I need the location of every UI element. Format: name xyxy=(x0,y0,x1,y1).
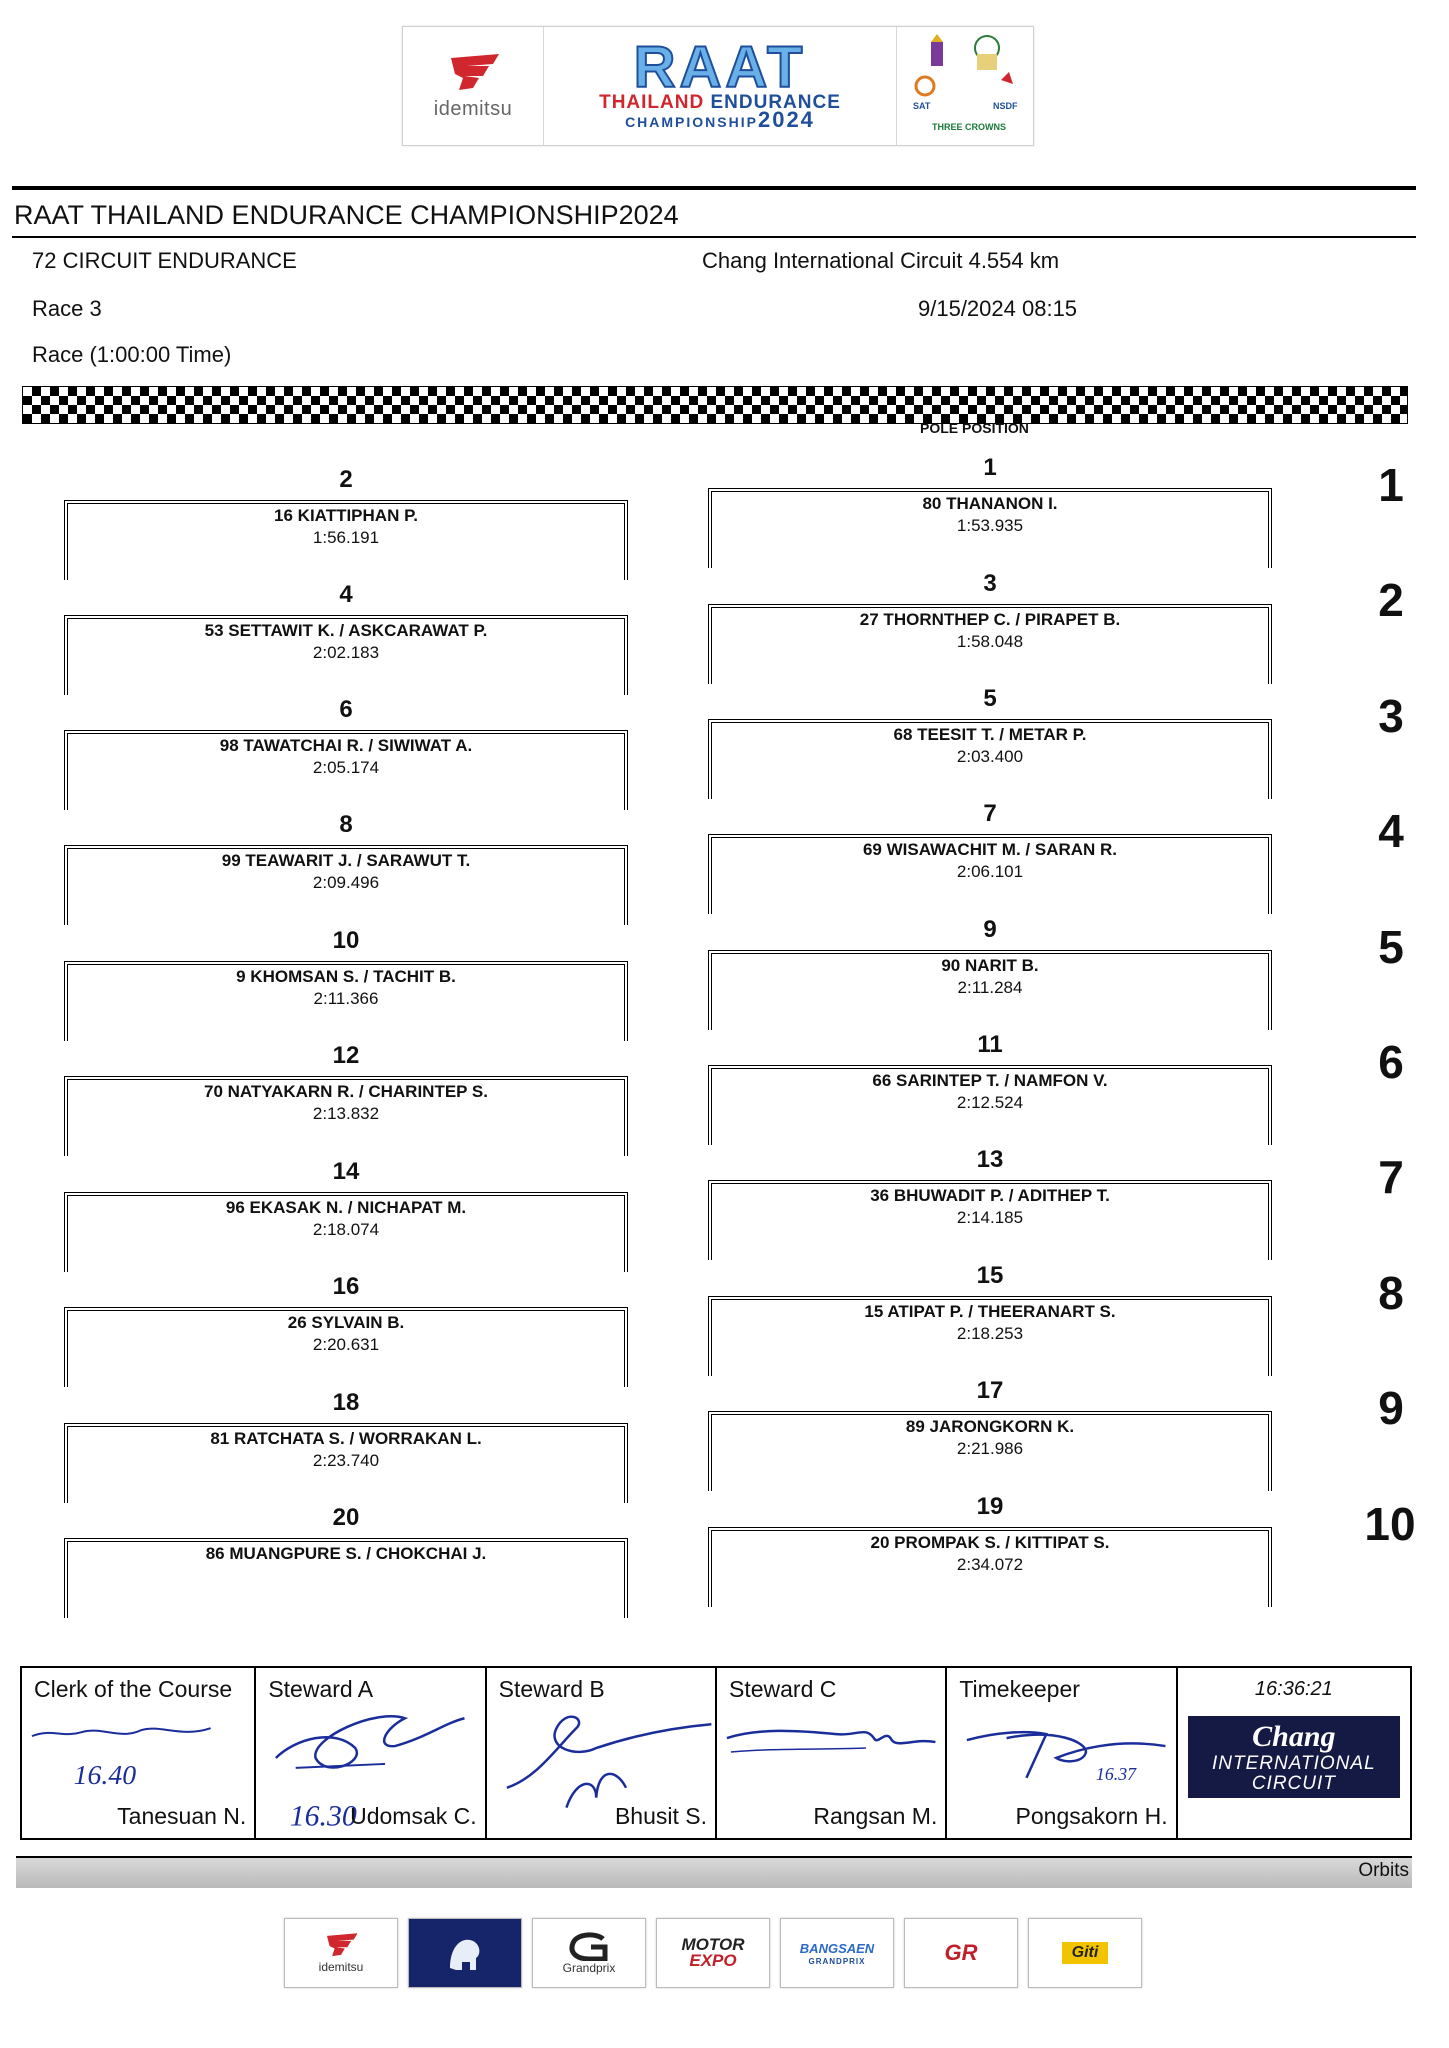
grid-position: 18 xyxy=(332,1389,360,1416)
steward-a-name: Udomsak C. xyxy=(350,1803,477,1829)
grid-slot-right xyxy=(708,1493,1272,1573)
grid-driver: 96 EKASAK N. / NICHAPAT M. xyxy=(225,1198,467,1217)
grid-slot-right xyxy=(708,1031,1272,1111)
grid-slot-right xyxy=(708,1377,1272,1457)
signature-table xyxy=(20,1666,1412,1840)
sponsor-giti-text: Giti xyxy=(1071,1944,1099,1961)
grid-slot-left xyxy=(64,927,628,1007)
grid-lap-time: 1:58.048 xyxy=(956,632,1024,651)
grid-lap-time: 1:56.191 xyxy=(312,528,380,547)
sponsor-expo-text: EXPO xyxy=(689,1951,737,1970)
grid-driver: 98 TAWATCHAI R. / SIWIWAT A. xyxy=(219,736,473,755)
document-title: RAAT THAILAND ENDURANCE CHAMPIONSHIP2024 xyxy=(14,200,679,230)
grid-position: 19 xyxy=(976,1493,1004,1520)
clerk-signature-cell xyxy=(22,1668,256,1838)
grid-row-number: 9 xyxy=(1378,1382,1404,1434)
sponsor-bangsaen-sub: GRANDPRIX xyxy=(808,1956,866,1966)
elephant-emblem-icon xyxy=(440,1928,490,1978)
raat-sub2-a: CHAMPIONSHIP xyxy=(625,114,758,130)
chang-logo-international: INTERNATIONAL xyxy=(1212,1753,1376,1774)
giti-badge xyxy=(1062,1942,1109,1964)
grid-position: 11 xyxy=(977,1031,1003,1058)
sponsor-motor-expo xyxy=(656,1918,770,1988)
steward-b-signature-cell xyxy=(487,1668,717,1838)
grid-row-number: 3 xyxy=(1378,690,1404,742)
grid-slot-left xyxy=(64,1389,628,1469)
timekeeper-name: Pongsakorn H. xyxy=(1015,1803,1168,1829)
grid-row-number: 8 xyxy=(1378,1267,1404,1319)
grid-slot-right xyxy=(708,800,1272,880)
grid-lap-time: 2:23.740 xyxy=(312,1451,380,1470)
steward-b-name: Bhusit S. xyxy=(614,1803,707,1829)
three-crowns-logo-text: THREE CROWNS xyxy=(932,122,1006,132)
grid-position: 9 xyxy=(983,916,997,943)
sponsor-idemitsu xyxy=(284,1918,398,1988)
grid-lap-time: 2:34.072 xyxy=(956,1555,1024,1574)
timekeeper-handwritten-time: 16.37 xyxy=(1096,1763,1137,1784)
sponsor-giti xyxy=(1028,1918,1142,1988)
steward-c-role: Steward C xyxy=(729,1676,837,1702)
race-number: Race 3 xyxy=(32,296,102,321)
timekeeper-role: Timekeeper xyxy=(959,1676,1080,1702)
grid-position: 14 xyxy=(332,1158,360,1185)
pole-position-label: POLE POSITION xyxy=(920,420,1029,436)
sponsor-grandprix xyxy=(532,1918,646,1988)
grid-position: 13 xyxy=(976,1146,1004,1173)
grid-lap-time: 2:20.631 xyxy=(312,1335,380,1354)
grandprix-g-icon xyxy=(567,1931,611,1961)
nsdf-logo-text: NSDF xyxy=(993,101,1018,111)
grid-driver: 66 SARINTEP T. / NAMFON V. xyxy=(872,1071,1108,1090)
grid-driver: 27 THORNTHEP C. / PIRAPET B. xyxy=(859,610,1121,629)
grid-driver: 70 NATYAKARN R. / CHARINTEP S. xyxy=(203,1082,488,1101)
sponsor-bangsaen-text: BANGSAEN xyxy=(799,1940,875,1956)
clerk-name: Tanesuan N. xyxy=(117,1803,247,1829)
grid-row-number: 4 xyxy=(1378,805,1404,857)
grid-slot-left xyxy=(64,1504,628,1584)
clerk-handwritten-time: 16.40 xyxy=(73,1759,137,1791)
grid-driver: 68 TEESIT T. / METAR P. xyxy=(893,725,1087,744)
grid-lap-time: 2:03.400 xyxy=(956,747,1024,766)
idemitsu-text: idemitsu xyxy=(433,97,513,120)
grid-position: 6 xyxy=(339,696,353,723)
sponsor-grandprix-text: Grandprix xyxy=(562,1961,616,1975)
grid-position: 12 xyxy=(332,1042,360,1069)
grid-row-number: 10 xyxy=(1364,1498,1416,1550)
grid-lap-time: 2:18.074 xyxy=(312,1220,380,1239)
raat-title: RAAT xyxy=(633,35,807,100)
sat-logo-text: SAT xyxy=(913,101,931,111)
grid-lap-time: 2:06.101 xyxy=(956,862,1024,881)
grid-slot-left xyxy=(64,581,628,661)
orbits-label: Orbits xyxy=(1358,1860,1409,1881)
grid-lap-time: 2:21.986 xyxy=(956,1439,1024,1458)
chang-logo-circuit: CIRCUIT xyxy=(1251,1773,1336,1794)
steward-a-role: Steward A xyxy=(268,1676,374,1702)
grid-driver: 89 JARONGKORN K. xyxy=(905,1417,1075,1436)
grid-driver: 81 RATCHATA S. / WORRAKAN L. xyxy=(210,1429,482,1448)
grid-lap-time: 2:14.185 xyxy=(956,1208,1024,1227)
grid-slot-right xyxy=(708,454,1272,534)
grid-position: 1 xyxy=(983,454,997,481)
timekeeper-signature-cell xyxy=(947,1668,1177,1838)
footer-grey-bar xyxy=(16,1856,1412,1888)
raat-sub1-a: THAILAND xyxy=(599,92,705,113)
grid-row-number: 6 xyxy=(1378,1036,1404,1088)
grid-driver: 69 WISAWACHIT M. / SARAN R. xyxy=(862,840,1118,859)
grid-slot-right xyxy=(708,1146,1272,1226)
grid-position: 4 xyxy=(339,581,353,608)
print-time: 16:36:21 xyxy=(1254,1678,1333,1700)
grid-slot-left xyxy=(64,466,628,546)
grid-driver: 80 THANANON I. xyxy=(922,494,1058,513)
raat-sub2-year: 2024 xyxy=(757,107,815,132)
grid-position: 10 xyxy=(332,927,360,954)
grid-row-number: 7 xyxy=(1378,1151,1404,1203)
grid-driver: 90 NARIT B. xyxy=(941,956,1039,975)
grid-slot-right xyxy=(708,570,1272,650)
grid-position: 8 xyxy=(339,811,353,838)
grid-lap-time: 2:11.366 xyxy=(313,989,379,1008)
grid-driver: 16 KIATTIPHAN P. xyxy=(274,506,418,525)
steward-a-signature-cell xyxy=(256,1668,486,1838)
sponsor-motor-text: MOTOR xyxy=(681,1935,745,1954)
grid-position: 20 xyxy=(332,1504,360,1531)
grid-position: 3 xyxy=(983,570,997,597)
circuit-name: Chang International Circuit 4.554 km xyxy=(702,248,1060,273)
grid-row-number: 1 xyxy=(1378,459,1404,511)
race-datetime: 9/15/2024 08:15 xyxy=(918,296,1078,321)
grid-driver: 36 BHUWADIT P. / ADITHEP T. xyxy=(870,1186,1110,1205)
grid-driver: 99 TEAWARIT J. / SARAWUT T. xyxy=(221,851,471,870)
chang-circuit-logo xyxy=(1188,1716,1400,1798)
grid-slot-left xyxy=(64,811,628,891)
steward-c-signature-cell xyxy=(717,1668,947,1838)
grid-lap-time: 2:02.183 xyxy=(312,643,380,662)
event-name: 72 CIRCUIT ENDURANCE xyxy=(32,248,297,273)
grid-lap-time: 2:05.174 xyxy=(312,758,380,777)
chang-logo-cell xyxy=(1178,1668,1410,1838)
grid-slot-right xyxy=(708,685,1272,765)
raat-sub1-b: ENDURANCE xyxy=(710,92,841,113)
sponsor-bangsaen xyxy=(780,1918,894,1988)
grid-driver: 26 SYLVAIN B. xyxy=(287,1313,405,1332)
grid-position: 15 xyxy=(976,1262,1004,1289)
race-format: Race (1:00:00 Time) xyxy=(32,342,232,367)
chang-logo-text: Chang xyxy=(1252,1720,1336,1753)
sponsor-idemitsu-text: idemitsu xyxy=(318,1960,364,1974)
grid-position: 16 xyxy=(332,1273,360,1300)
sponsor-strip xyxy=(284,1918,1142,1988)
grid-lap-time: 2:13.832 xyxy=(312,1104,380,1123)
idemitsu-bird-icon xyxy=(321,1932,361,1960)
grid-driver: 9 KHOMSAN S. / TACHIT B. xyxy=(236,967,456,986)
grid-lap-time: 2:09.496 xyxy=(312,873,380,892)
grid-driver: 86 MUANGPURE S. / CHOKCHAI J. xyxy=(205,1544,487,1563)
grid-lap-time: 2:18.253 xyxy=(956,1324,1024,1343)
grid-lap-time: 1:53.935 xyxy=(956,516,1024,535)
sponsor-gr-text: GR xyxy=(944,1940,978,1965)
sponsor-emblem xyxy=(408,1918,522,1988)
sponsor-gr xyxy=(904,1918,1018,1988)
grid-slot-left xyxy=(64,1042,628,1122)
grid-position: 5 xyxy=(983,685,997,712)
steward-b-role: Steward B xyxy=(498,1676,605,1702)
grid-driver: 53 SETTAWIT K. / ASKCARAWAT P. xyxy=(204,621,488,640)
grid-lap-time: 2:11.284 xyxy=(957,978,1023,997)
grid-slot-left xyxy=(64,1273,628,1353)
grid-driver: 15 ATIPAT P. / THEERANART S. xyxy=(864,1302,1116,1321)
grid-position: 17 xyxy=(976,1377,1004,1404)
grid-slot-left xyxy=(64,696,628,776)
grid-position: 2 xyxy=(339,466,353,493)
grid-lap-time: 2:12.524 xyxy=(956,1093,1024,1112)
grid-position: 7 xyxy=(983,800,997,827)
steward-c-name: Rangsan M. xyxy=(813,1803,938,1829)
steward-a-handwritten-time: 16.30 xyxy=(290,1799,358,1833)
clerk-role: Clerk of the Course xyxy=(34,1676,233,1702)
grid-driver: 20 PROMPAK S. / KITTIPAT S. xyxy=(870,1533,1110,1552)
grid-slot-right xyxy=(708,1262,1272,1342)
grid-slot-right xyxy=(708,916,1272,996)
grid-slot-left xyxy=(64,1158,628,1238)
grid-row-number: 2 xyxy=(1378,574,1404,626)
grid-row-number: 5 xyxy=(1378,921,1404,973)
